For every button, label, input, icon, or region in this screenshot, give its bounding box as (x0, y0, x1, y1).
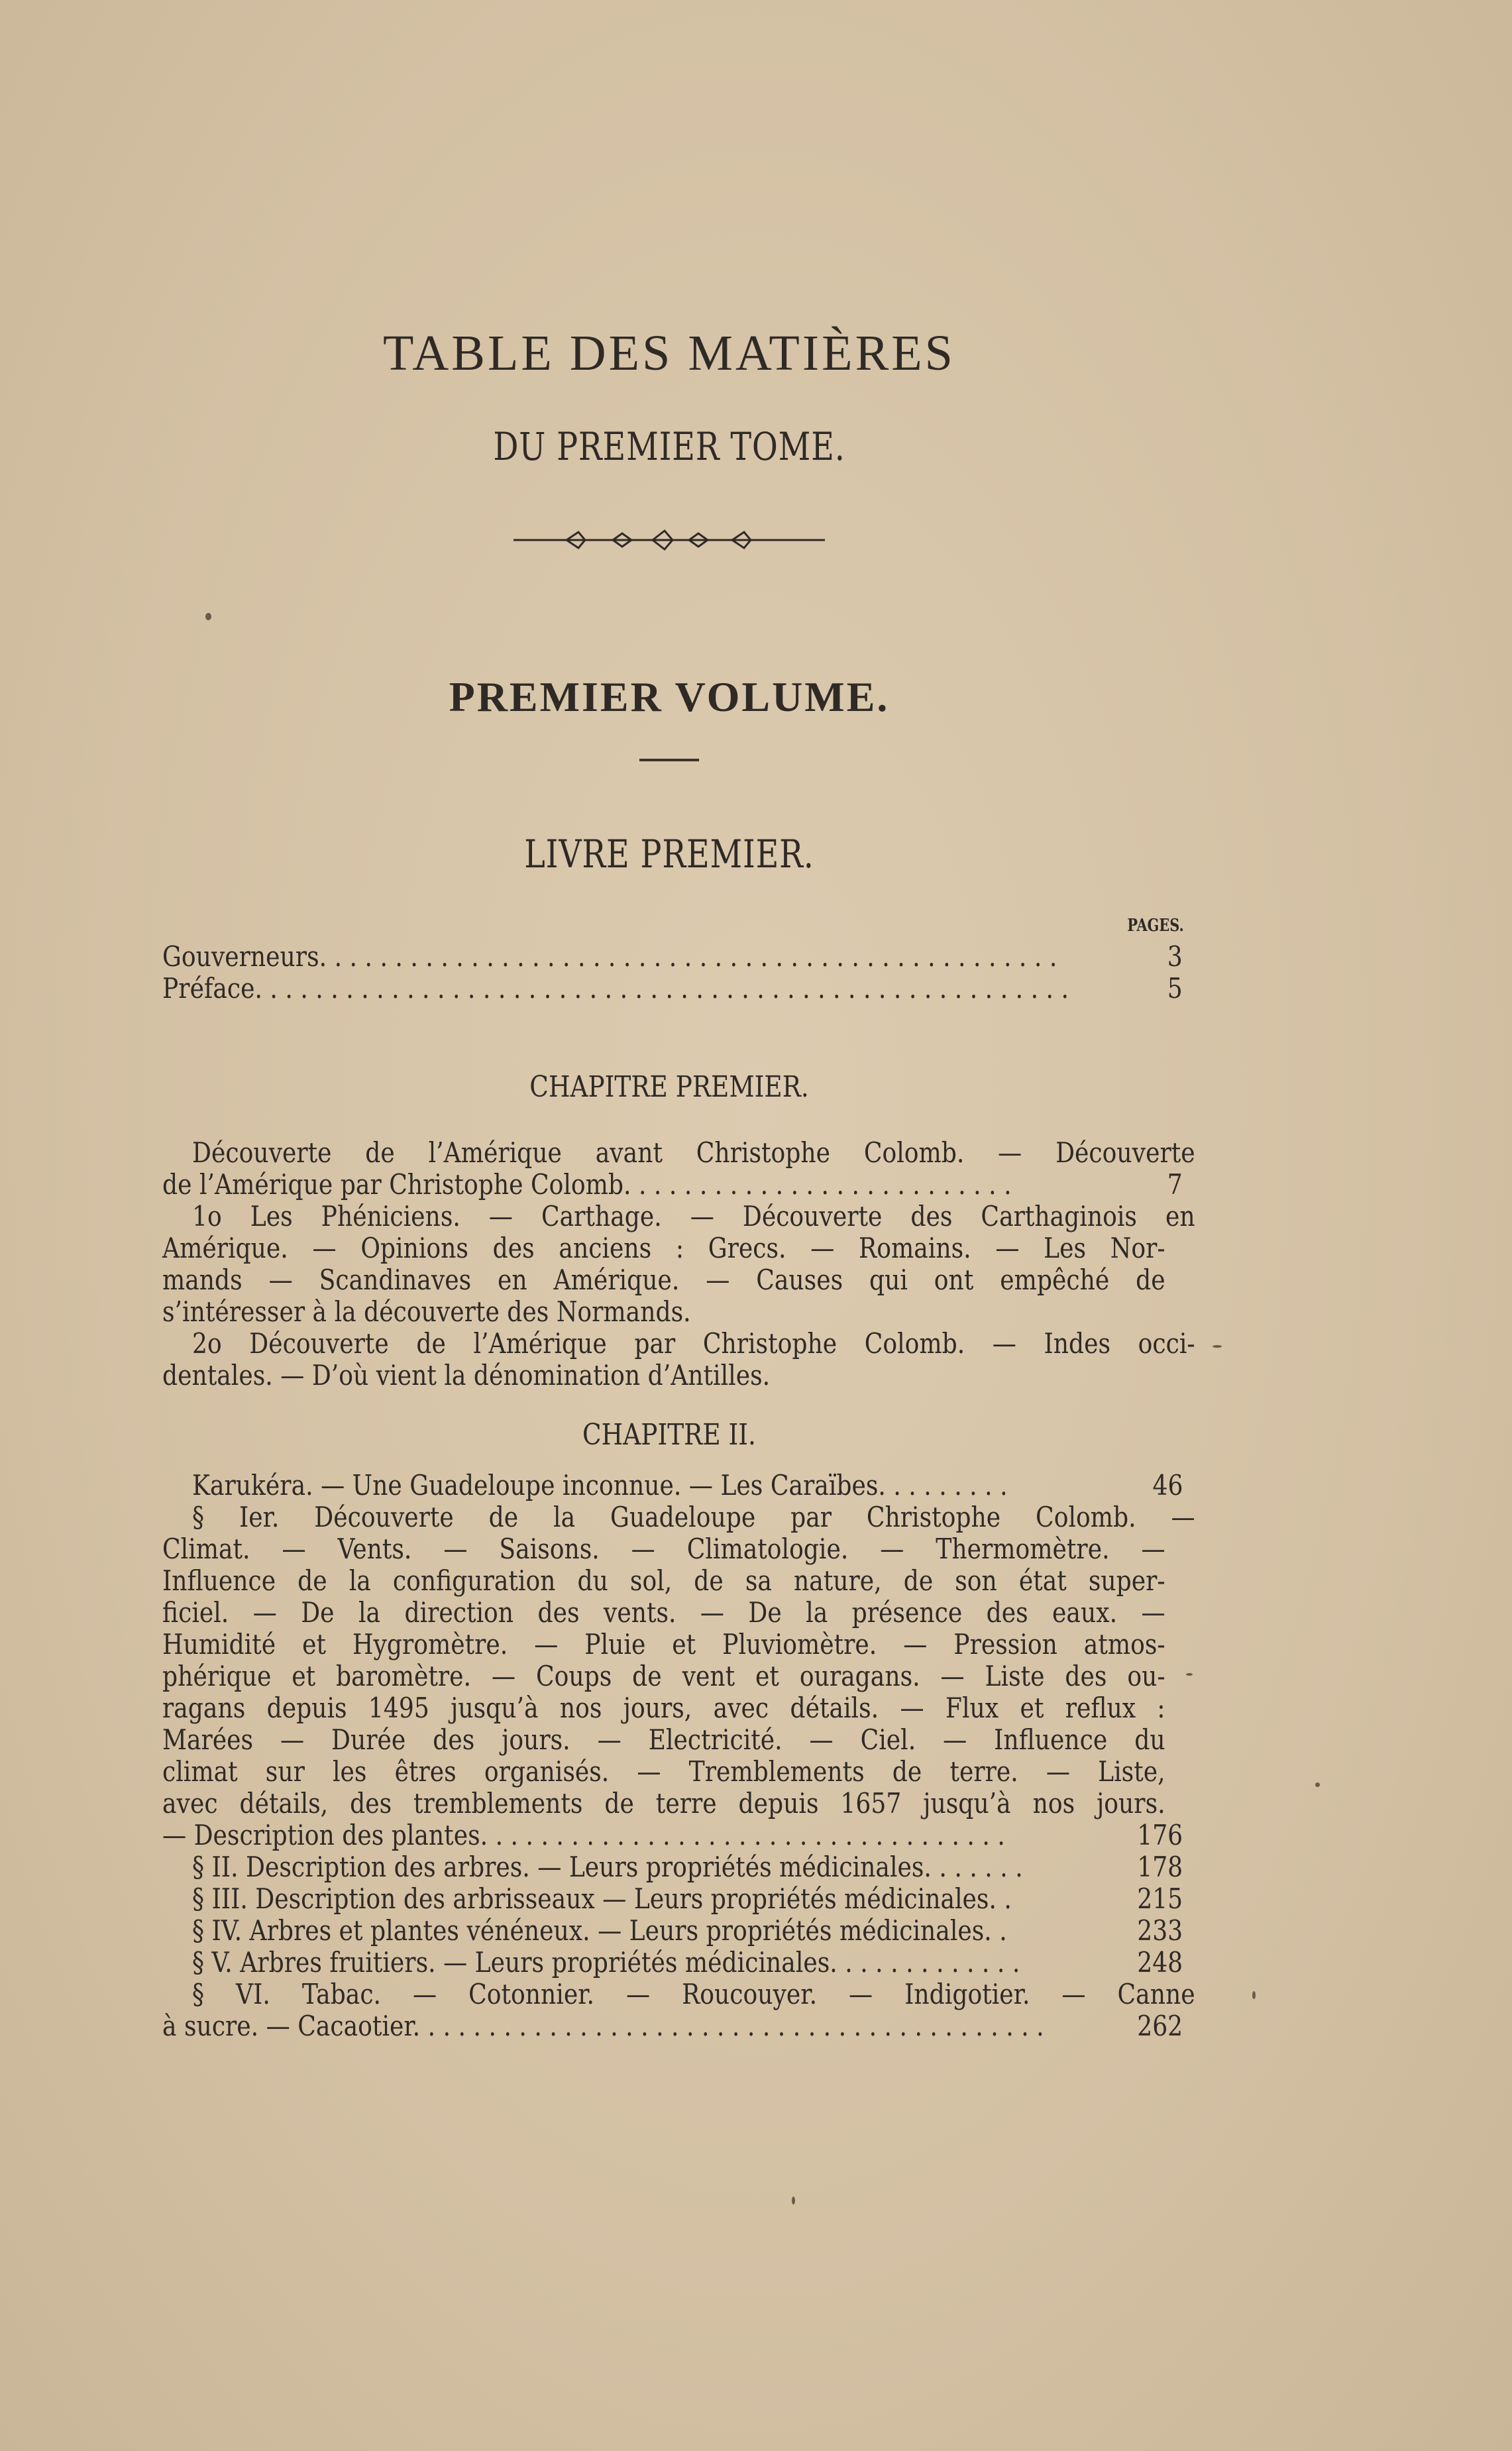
toc-line (162, 1296, 1176, 1328)
chapter-heading: CHAPITRE PREMIER. (529, 1070, 809, 1104)
toc-line (162, 1756, 1176, 1788)
toc-line-page: 46 (1152, 1469, 1183, 1501)
toc-line-text: § IV. Arbres et plantes vénéneux. — Leurs propriétés médicinales. . (192, 1914, 1007, 1947)
chapter-heading: CHAPITRE II. (582, 1418, 756, 1452)
toc-line-text: climat sur les êtres organisés. — Tremblements de terre. — Liste, (162, 1755, 1165, 1788)
toc-line (162, 1168, 1183, 1201)
toc-entry-page: 3 (1167, 940, 1183, 973)
chapter-2-entries (162, 1469, 1195, 2042)
toc-line (162, 1788, 1176, 1820)
toc-line-text: ficiel. — De la direction des vents. — De la présence des eaux. — (162, 1596, 1165, 1629)
toc-line (162, 1914, 1183, 1947)
toc-line-text: de l’Amérique par Christophe Colomb. . . . . . . . . . . . . . . . . . . . . . . . . . (162, 1168, 1012, 1201)
toc-line-text: Découverte de l’Amérique avant Christophe Colomb. — Découverte (192, 1136, 1195, 1169)
toc-line-text: avec détails, des tremblements de terre depuis 1657 jusqu’à nos jours. (162, 1787, 1165, 1820)
toc-line-text: Marées — Durée des jours. — Electricité. — Ciel. — Influence du (162, 1723, 1165, 1756)
toc-line-text: ragans depuis 1495 jusqu’à nos jours, avec détails. — Flux et reflux : (162, 1692, 1165, 1724)
toc-entry-page: 5 (1167, 972, 1183, 1005)
volume-heading: PREMIER VOLUME. (449, 673, 890, 720)
toc-line-text: § VI. Tabac. — Cotonnier. — Roucouyer. — Indigotier. — Canne (192, 1978, 1195, 2010)
toc-line (162, 1327, 1195, 1360)
toc-line (162, 1724, 1176, 1756)
toc-line (162, 1597, 1176, 1629)
page-title: TABLE DES MATIÈRES (383, 325, 955, 381)
toc-line-text: 1o Les Phéniciens. — Carthage. — Découverte des Carthaginois en (192, 1200, 1195, 1232)
chapter-1-entries (162, 1136, 1195, 1391)
toc-line (162, 1136, 1195, 1169)
divider (639, 759, 699, 761)
toc-line-text: Influence de la configuration du sol, de sa nature, de son état super- (162, 1564, 1165, 1597)
toc-line-text: mands — Scandinaves en Amérique. — Causes qui ont empêché de (162, 1264, 1165, 1296)
toc-line-text: § III. Description des arbrisseaux — Leurs propriétés médicinales. . (192, 1882, 1012, 1915)
toc-line (162, 1533, 1176, 1565)
toc-entry-text: Préface. . . . . . . . . . . . . . . . . . . . . . . . . . . . . . . . . . . . . . . . . . . . . . . . . . . . . . (162, 972, 1069, 1005)
toc-line-page: 7 (1167, 1168, 1183, 1201)
toc-line (162, 1200, 1195, 1232)
toc-line-page: 176 (1137, 1819, 1183, 1851)
toc-line-text: dentales. — D’où vient la dénomination d’Antilles. (162, 1359, 771, 1391)
toc-line-page: 248 (1137, 1946, 1183, 1979)
toc-line-text: Amérique. — Opinions des anciens : Grecs. — Romains. — Les Nor- (162, 1232, 1165, 1264)
toc-line (162, 1565, 1176, 1597)
toc-line-text: Climat. — Vents. — Saisons. — Climatologie. — Thermomètre. — (162, 1533, 1165, 1565)
toc-entry (162, 940, 1183, 973)
toc-line (162, 1501, 1195, 1533)
toc-entry-text: Gouverneurs. . . . . . . . . . . . . . . . . . . . . . . . . . . . . . . . . . . . . . . . . . . . . . . . . (162, 940, 1057, 973)
page-subtitle: DU PREMIER TOME. (493, 424, 845, 469)
toc-line (162, 1946, 1183, 1979)
toc-entry (162, 972, 1183, 1005)
toc-line (162, 1629, 1176, 1661)
toc-line-text: — Description des plantes. . . . . . . . . . . . . . . . . . . . . . . . . . . . . . . . . . . (162, 1819, 1005, 1851)
toc-line-text: § Ier. Découverte de la Guadeloupe par Christophe Colomb. — (192, 1501, 1195, 1533)
toc-line (162, 1978, 1195, 2010)
toc-line (162, 1232, 1176, 1264)
toc-line-text: s’intéresser à la découverte des Normands. (162, 1295, 691, 1328)
toc-line-page: 262 (1137, 2010, 1183, 2042)
toc-line (162, 1851, 1183, 1883)
toc-line (162, 1882, 1183, 1915)
toc-line (162, 1469, 1183, 1501)
toc-line-page: 215 (1137, 1882, 1183, 1915)
toc-line-page: 233 (1137, 1914, 1183, 1947)
toc-line-text: § II. Description des arbres. — Leurs propriétés médicinales. . . . . . . (192, 1851, 1023, 1883)
toc-line (162, 1819, 1183, 1851)
toc-line (162, 1692, 1176, 1724)
front-matter-entries (162, 940, 1183, 1005)
pages-column-label: PAGES. (1127, 916, 1184, 936)
toc-line (162, 2010, 1183, 2042)
toc-line-text: phérique et baromètre. — Coups de vent et ouragans. — Liste des ou- (162, 1660, 1165, 1692)
toc-line-text: 2o Découverte de l’Amérique par Christophe Colomb. — Indes occi- (192, 1327, 1195, 1360)
toc-line (162, 1360, 1176, 1391)
toc-line-text: Karukéra. — Une Guadeloupe inconnue. — Les Caraïbes. . . . . . . . . (192, 1469, 1008, 1501)
toc-line-text: § V. Arbres fruitiers. — Leurs propriétés médicinales. . . . . . . . . . . . . (192, 1946, 1020, 1979)
toc-line-text: à sucre. — Cacaotier. . . . . . . . . . . . . . . . . . . . . . . . . . . . . . . . . . . . . . . . . . (162, 2010, 1044, 2042)
toc-line-page: 178 (1137, 1851, 1183, 1883)
toc-line (162, 1661, 1176, 1692)
toc-line-text: Humidité et Hygromètre. — Pluie et Pluviomètre. — Pression atmos- (162, 1628, 1165, 1661)
book-heading: LIVRE PREMIER. (524, 832, 814, 877)
decorative-rule-icon (513, 523, 825, 557)
toc-line (162, 1264, 1176, 1296)
